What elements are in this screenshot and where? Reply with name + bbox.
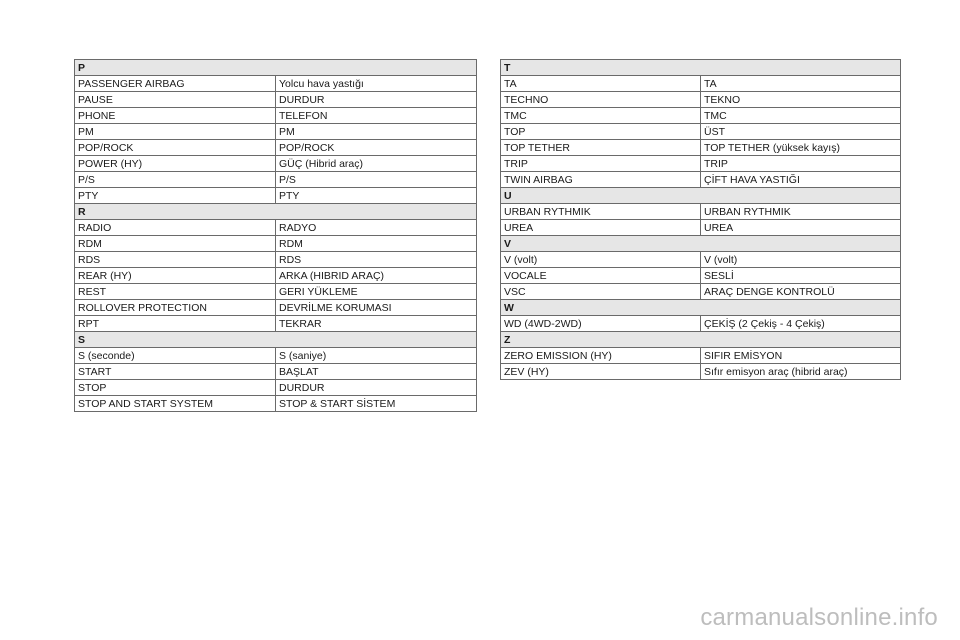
section-header-row: [75, 60, 477, 76]
term-turkish: RDS: [276, 252, 477, 268]
term-turkish: PTY: [276, 188, 477, 204]
term-turkish: V (volt): [701, 252, 901, 268]
term-turkish: GERI YÜKLEME: [276, 284, 477, 300]
term-english: RDM: [75, 236, 276, 252]
table-row: [501, 108, 901, 124]
term-turkish: Sıfır emisyon araç (hibrid araç): [701, 364, 901, 380]
table-row: [75, 172, 477, 188]
term-turkish: P/S: [276, 172, 477, 188]
term-turkish: TEKNO: [701, 92, 901, 108]
section-letter: W: [501, 300, 901, 316]
table-row: [501, 220, 901, 236]
term-english: RADIO: [75, 220, 276, 236]
term-english: POWER (HY): [75, 156, 276, 172]
table-row: [75, 124, 477, 140]
term-turkish: TMC: [701, 108, 901, 124]
term-turkish: DEVRİLME KORUMASI: [276, 300, 477, 316]
term-turkish: DURDUR: [276, 92, 477, 108]
table-row: [75, 188, 477, 204]
term-english: STOP: [75, 380, 276, 396]
glossary-table-right: [500, 59, 901, 380]
table-row: [75, 316, 477, 332]
term-english: PM: [75, 124, 276, 140]
term-english: RDS: [75, 252, 276, 268]
table-row: [501, 348, 901, 364]
table-row: [75, 140, 477, 156]
term-turkish: TEKRAR: [276, 316, 477, 332]
section-header-row: [501, 332, 901, 348]
table-row: [501, 76, 901, 92]
term-english: REAR (HY): [75, 268, 276, 284]
table-row: [75, 300, 477, 316]
term-turkish: ARKA (HIBRID ARAÇ): [276, 268, 477, 284]
table-row: [75, 220, 477, 236]
term-turkish: GÜÇ (Hibrid araç): [276, 156, 477, 172]
term-turkish: S (saniye): [276, 348, 477, 364]
section-header-row: [75, 204, 477, 220]
term-turkish: POP/ROCK: [276, 140, 477, 156]
table-row: [75, 380, 477, 396]
term-english: TOP: [501, 124, 701, 140]
table-row: [501, 172, 901, 188]
term-turkish: TELEFON: [276, 108, 477, 124]
table-row: [501, 156, 901, 172]
table-row: [501, 316, 901, 332]
section-letter: V: [501, 236, 901, 252]
section-header-row: [501, 60, 901, 76]
table-row: [75, 284, 477, 300]
section-letter: P: [75, 60, 477, 76]
term-english: URBAN RYTHMIK: [501, 204, 701, 220]
term-turkish: PM: [276, 124, 477, 140]
section-letter: R: [75, 204, 477, 220]
term-english: VSC: [501, 284, 701, 300]
watermark-text: carmanualsonline.info: [700, 604, 938, 631]
term-turkish: UREA: [701, 220, 901, 236]
section-letter: Z: [501, 332, 901, 348]
term-english: TECHNO: [501, 92, 701, 108]
term-english: TMC: [501, 108, 701, 124]
section-header-row: [501, 300, 901, 316]
table-row: [501, 204, 901, 220]
table-row: [501, 92, 901, 108]
term-english: V (volt): [501, 252, 701, 268]
table-row: [75, 396, 477, 412]
term-english: TA: [501, 76, 701, 92]
term-english: TRIP: [501, 156, 701, 172]
table-row: [75, 348, 477, 364]
glossary-table-left: [74, 59, 477, 412]
term-english: ZEV (HY): [501, 364, 701, 380]
term-english: WD (4WD-2WD): [501, 316, 701, 332]
term-turkish: ÇİFT HAVA YASTIĞI: [701, 172, 901, 188]
term-turkish: URBAN RYTHMIK: [701, 204, 901, 220]
term-english: START: [75, 364, 276, 380]
table-row: [75, 364, 477, 380]
term-turkish: SIFIR EMİSYON: [701, 348, 901, 364]
term-english: P/S: [75, 172, 276, 188]
term-turkish: TRIP: [701, 156, 901, 172]
table-row: [75, 108, 477, 124]
table-row: [75, 156, 477, 172]
term-english: TWIN AIRBAG: [501, 172, 701, 188]
table-row: [501, 140, 901, 156]
table-row: [75, 252, 477, 268]
term-turkish: SESLİ: [701, 268, 901, 284]
section-header-row: [501, 236, 901, 252]
term-english: PTY: [75, 188, 276, 204]
table-row: [501, 268, 901, 284]
term-turkish: TA: [701, 76, 901, 92]
term-english: POP/ROCK: [75, 140, 276, 156]
term-english: VOCALE: [501, 268, 701, 284]
table-row: [75, 92, 477, 108]
term-turkish: ÇEKİŞ (2 Çekiş - 4 Çekiş): [701, 316, 901, 332]
term-turkish: RADYO: [276, 220, 477, 236]
term-english: ROLLOVER PROTECTION: [75, 300, 276, 316]
term-english: TOP TETHER: [501, 140, 701, 156]
term-english: ZERO EMISSION (HY): [501, 348, 701, 364]
term-english: RPT: [75, 316, 276, 332]
table-row: [501, 284, 901, 300]
table-row: [501, 124, 901, 140]
term-turkish: DURDUR: [276, 380, 477, 396]
table-row: [75, 236, 477, 252]
term-english: PHONE: [75, 108, 276, 124]
term-turkish: Yolcu hava yastığı: [276, 76, 477, 92]
term-turkish: BAŞLAT: [276, 364, 477, 380]
term-english: STOP AND START SYSTEM: [75, 396, 276, 412]
term-turkish: STOP & START SİSTEM: [276, 396, 477, 412]
term-turkish: RDM: [276, 236, 477, 252]
section-header-row: [75, 332, 477, 348]
term-english: S (seconde): [75, 348, 276, 364]
term-turkish: ÜST: [701, 124, 901, 140]
term-turkish: TOP TETHER (yüksek kayış): [701, 140, 901, 156]
term-turkish: ARAÇ DENGE KONTROLÜ: [701, 284, 901, 300]
term-english: REST: [75, 284, 276, 300]
section-letter: S: [75, 332, 477, 348]
table-row: [501, 252, 901, 268]
table-row: [75, 76, 477, 92]
term-english: UREA: [501, 220, 701, 236]
term-english: PAUSE: [75, 92, 276, 108]
section-header-row: [501, 188, 901, 204]
section-letter: U: [501, 188, 901, 204]
term-english: PASSENGER AIRBAG: [75, 76, 276, 92]
section-letter: T: [501, 60, 901, 76]
table-row: [501, 364, 901, 380]
table-row: [75, 268, 477, 284]
